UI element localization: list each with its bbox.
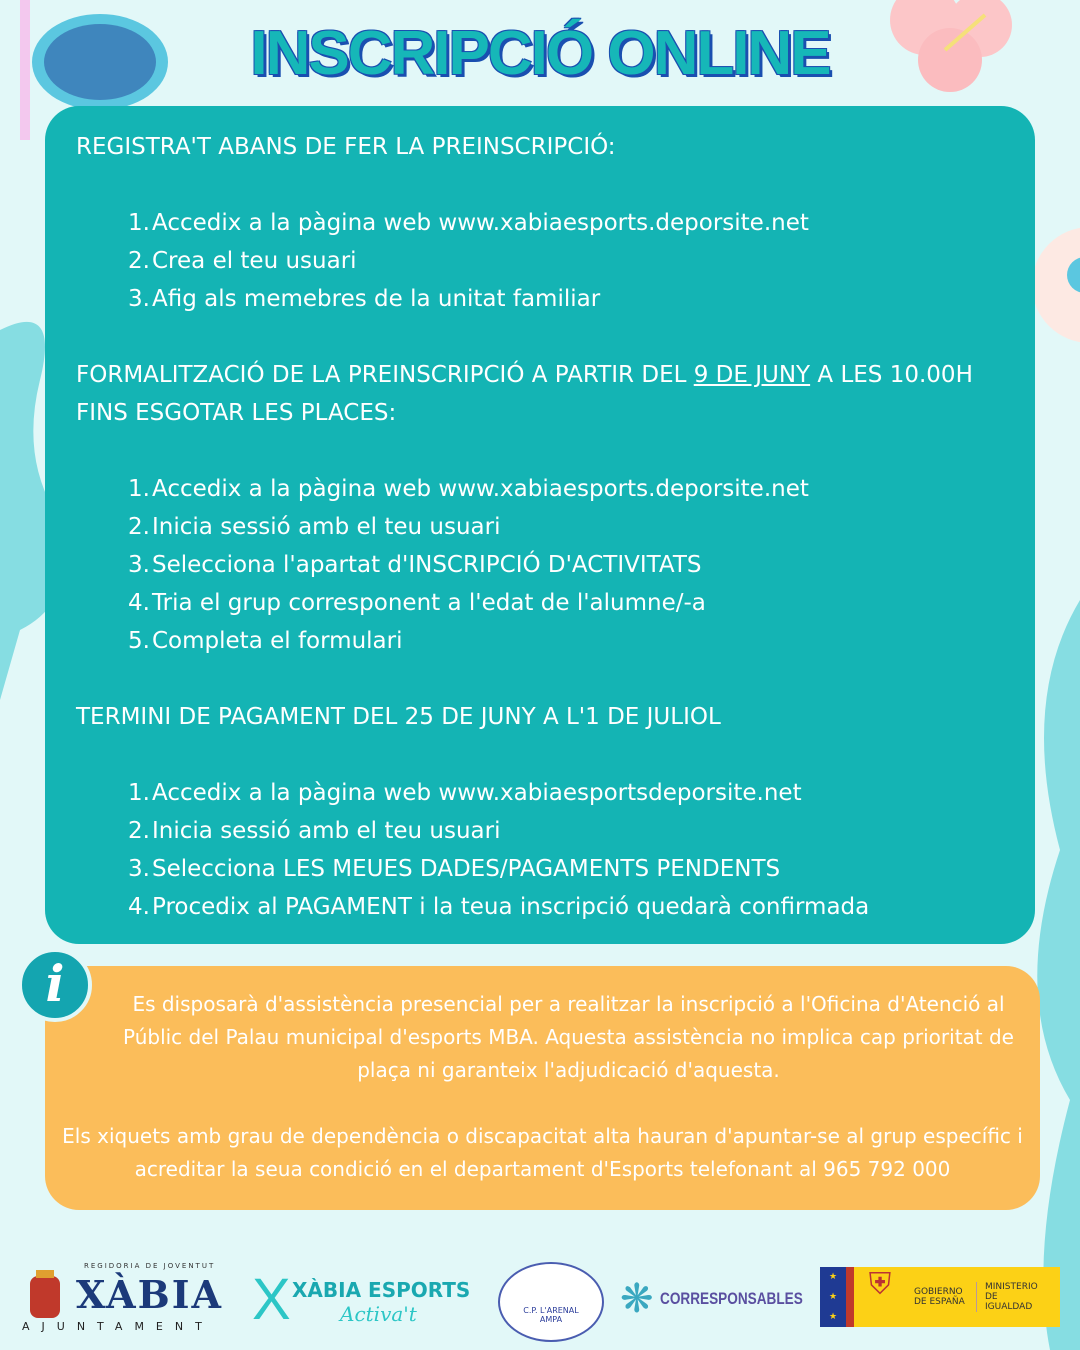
step-text: Accedix a la pàgina web www.xabiaesports.deporsite.net <box>152 476 809 502</box>
xabia-ajuntament-logo <box>22 1262 242 1337</box>
info-icon: i <box>18 948 92 1022</box>
logo-text: XÀBIA ESPORTS <box>292 1278 471 1302</box>
gobierno-espana-logo <box>820 1267 1060 1327</box>
step-text: Procedix al PAGAMENT i la teua inscripció quedarà confirmada <box>152 894 870 920</box>
logo-text: GOBIERNO DE ESPAÑA <box>914 1287 965 1307</box>
list-item <box>76 508 1035 546</box>
step-text: Selecciona LES MEUES DADES/PAGAMENTS PENDENTS <box>152 856 781 882</box>
step-number: 1. <box>128 210 150 236</box>
step-text: Tria el grup corresponent a l'edat de l'alumne/-a <box>152 590 706 616</box>
info-paragraph: Es disposarà d'assistència presencial per a realitzar la inscripció a l'Oficina d'Atenció al Públic del Palau municipal d'esports MBA. Aquesta assistència no implica cap prioritat de plaça ni garanteix l'adjudicació d'aquesta. <box>122 992 1014 1082</box>
step-number: 3. <box>128 286 150 312</box>
snowflake-icon: ❋ <box>620 1276 654 1322</box>
list-item <box>76 204 1035 242</box>
page-title: INSCRIPCIÓ ONLINE <box>250 19 830 88</box>
step-number: 1. <box>128 780 150 806</box>
info-panel <box>45 966 1040 1210</box>
sponsor-logos <box>0 1262 1080 1342</box>
list-item <box>76 242 1035 280</box>
xabia-esports-logo <box>252 1267 482 1332</box>
list-item <box>76 850 1035 888</box>
list-item <box>76 470 1035 508</box>
step-text: Selecciona l'apartat d'INSCRIPCIÓ D'ACTIVITATS <box>152 552 702 578</box>
step-text: Crea el teu usuari <box>152 248 357 274</box>
section-heading: REGISTRA'T ABANS DE FER LA PREINSCRIPCIÓ: <box>76 134 616 160</box>
beach-ball-icon <box>1030 225 1080 345</box>
section-heading: TERMINI DE PAGAMENT DEL 25 DE JUNY A L'1 DE JULIOL <box>76 704 721 730</box>
step-text: Completa el formulari <box>152 628 403 654</box>
list-item <box>76 546 1035 584</box>
logo-text: XÀBIA <box>76 1272 223 1317</box>
step-number: 1. <box>128 476 150 502</box>
step-text: Accedix a la pàgina web www.xabiaesports.deporsite.net <box>152 210 809 236</box>
step-number: 2. <box>128 514 150 540</box>
list-item <box>76 622 1035 660</box>
step-text: Accedix a la pàgina web www.xabiaesportsdeporsite.net <box>152 780 802 806</box>
step-number: 2. <box>128 818 150 844</box>
info-paragraph: Els xiquets amb grau de dependència o discapacitat alta hauran d'apuntar-se al grup específic i acreditar la seua condició en el departament d'Esports telefonant al 965 792 000 <box>62 1124 1023 1181</box>
heading-text: FINS ESGOTAR LES PLACES: <box>76 400 397 426</box>
step-number: 3. <box>128 856 150 882</box>
coat-of-arms-icon <box>22 1270 68 1322</box>
logo-text: C.P. L'ARENAL AMPA <box>523 1306 579 1324</box>
step-number: 5. <box>128 628 150 654</box>
section-heading <box>76 356 1035 394</box>
list-item <box>76 774 1035 812</box>
ampa-logo <box>498 1262 604 1342</box>
logo-text: MINISTERIO DE IGUALDAD <box>976 1282 1046 1312</box>
list-item <box>76 888 1035 926</box>
step-number: 3. <box>128 552 150 578</box>
step-number: 2. <box>128 248 150 274</box>
eu-flag-icon: ★ ★ ★ <box>820 1267 846 1327</box>
step-text: Inicia sessió amb el teu usuari <box>152 818 501 844</box>
step-text: Afig als memebres de la unitat familiar <box>152 286 601 312</box>
heading-date: 9 DE JUNY <box>693 362 811 388</box>
instructions-panel <box>45 106 1035 944</box>
heading-text: FORMALITZACIÓ DE LA PREINSCRIPCIÓ A PARTIR DEL <box>76 362 694 388</box>
step-number: 4. <box>128 894 150 920</box>
logo-text: AJUNTAMENT <box>22 1320 214 1333</box>
corresponsables-logo <box>620 1274 810 1324</box>
heading-text: A LES 10.00H <box>810 362 973 388</box>
list-item <box>76 280 1035 318</box>
x-icon: X <box>252 1267 291 1332</box>
list-item <box>76 812 1035 850</box>
logo-text: REGIDORIA DE JOVENTUT <box>84 1262 216 1270</box>
coat-of-arms-icon: ⛨ <box>846 1267 906 1327</box>
logo-text: Activa't <box>340 1302 417 1326</box>
logo-text: CORRESPONSABLES <box>659 1289 803 1308</box>
list-item <box>76 584 1035 622</box>
step-text: Inicia sessió amb el teu usuari <box>152 514 501 540</box>
step-number: 4. <box>128 590 150 616</box>
